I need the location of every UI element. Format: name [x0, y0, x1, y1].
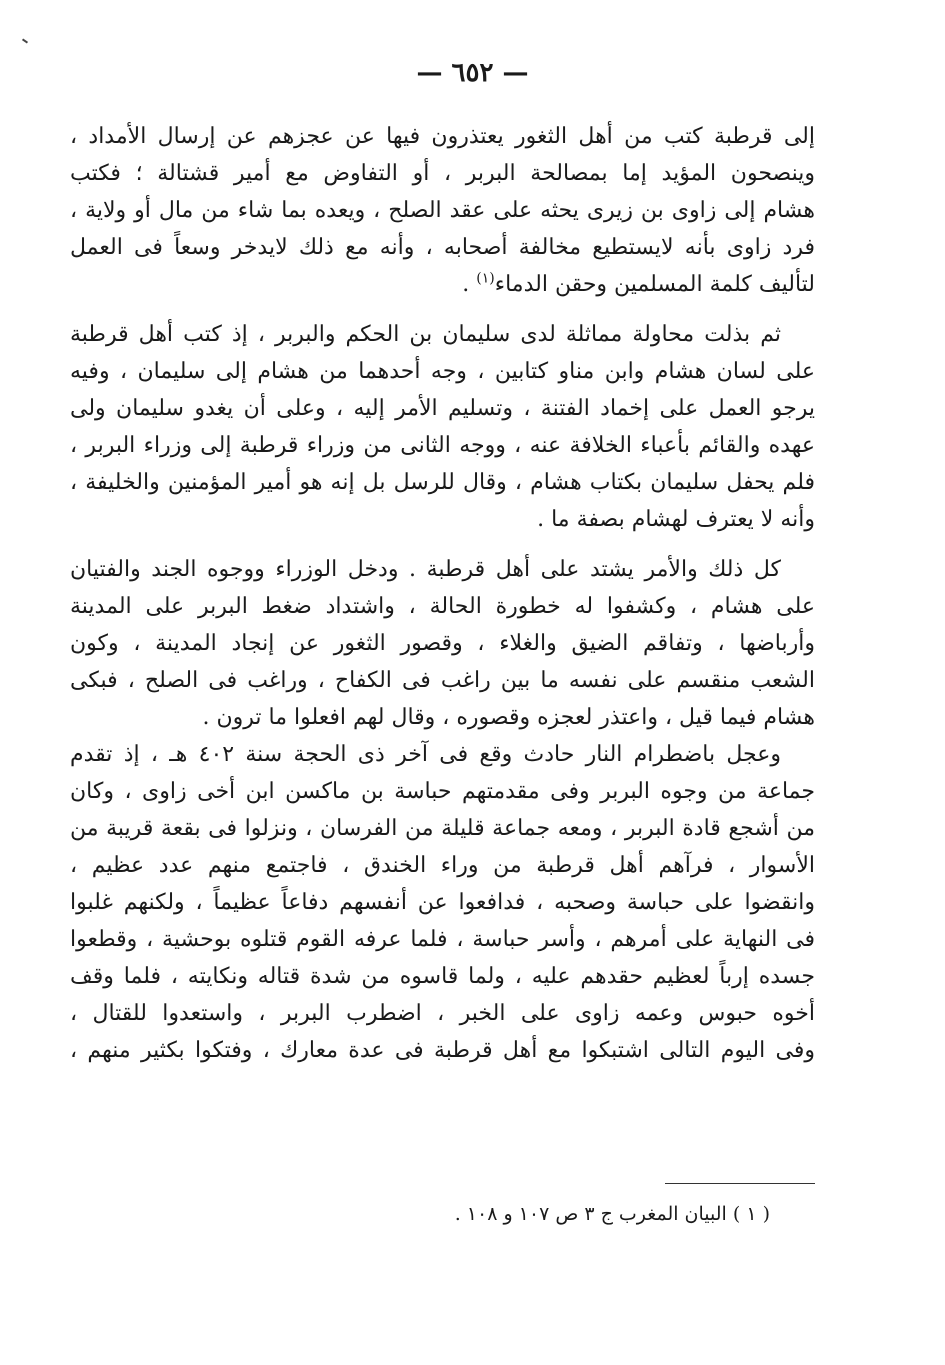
- footnote-divider: [665, 1183, 815, 1184]
- text-line: عهده والقائم بأعباء الخلافة عنه ، ووجه الثانى من وزراء قرطبة إلى وزراء البربر ،: [70, 433, 815, 458]
- text-line: فلم يحفل سليمان بكتاب هشام ، وقال للرسل بل إنه هو أمير المؤمنين والخليفة ،: [70, 470, 815, 495]
- text-line: الأسوار ، فرآهم أهل قرطبة من وراء الخندق ، فاجتمع منهم عدد عظيم ،: [70, 853, 815, 878]
- text-line: فى النهاية على أمرهم ، وأسر حباسة ، فلما عرفه القوم قتلوه بوحشية ، وقطعوا: [70, 927, 815, 952]
- text-line: كل ذلك والأمر يشتد على أهل قرطبة . ودخل الوزراء ووجوه الجند والفتيان: [70, 557, 781, 582]
- text-line: [70, 266, 815, 303]
- main-text: [70, 118, 815, 1069]
- text-line: ثم بذلت محاولة مماثلة لدى سليمان بن الحكم والبربر ، إذ كتب أهل قرطبة: [70, 322, 781, 347]
- text-line: إلى قرطبة كتب من أهل الثغور يعتذرون فيها عن عجزهم عن إرسال الأمداد ،: [70, 124, 815, 149]
- footnote-reference[interactable]: (١): [476, 270, 495, 287]
- footnote: ( ١ ) البيان المغرب ج ٣ ص ١٠٧ و ١٠٨ .: [454, 1203, 770, 1225]
- text-line: على لسان هشام وابن مناو كتابين ، وجه أحدهما من هشام إلى سليمان ، وفيه: [70, 359, 815, 384]
- text-line: وانقضوا على حباسة وصحبه ، فدافعوا عن أنفسهم دفاعاً عظيماً ، ولكنهم غلبوا: [70, 890, 815, 915]
- text-line: وأنه لا يعترف لهشام بصفة ما .: [537, 507, 815, 532]
- text-segment: لتأليف كلمة المسلمين وحقن الدماء: [494, 272, 815, 297]
- text-line: هشام إلى زاوى بن زيرى يحثه على عقد الصلح ، ويعده بما شاء من مال أو ولاية ،: [70, 198, 815, 223]
- paragraph-4: [70, 736, 815, 1069]
- text-line: جماعة من وجوه البربر وفى مقدمتهم حباسة بن ماكسن ابن أخى زاوى ، وكان: [70, 779, 815, 804]
- text-line: وفى اليوم التالى اشتبكوا مع أهل قرطبة فى عدة معارك ، وفتكوا بكثير منهم ،: [70, 1038, 815, 1063]
- text-segment: .: [462, 272, 477, 297]
- page-number: — ٦٥٢ —: [416, 58, 529, 88]
- text-line: هشام فيما قيل ، واعتذر لعجزه وقصوره ، وقال لهم افعلوا ما ترون .: [202, 705, 815, 730]
- text-line: الشعب منقسم على نفسه ما بين راغب فى الكفاح ، وراغب فى الصلح ، فبكى: [70, 668, 815, 693]
- text-line: فرد زاوى بأنه لايستطيع مخالفة أصحابه ، وأنه مع ذلك لايدخر وسعاً فى العمل: [70, 235, 815, 260]
- paragraph-3: [70, 551, 815, 736]
- text-line: وعجل باضطرام النار حادث وقع فى آخر ذى الحجة سنة ٤٠٢ هـ ، إذ تقدم: [70, 742, 782, 767]
- text-line: أخوه حبوس وعمه زاوى على الخبر ، اضطرب البربر ، واستعدوا للقتال ،: [70, 1001, 815, 1026]
- text-line: يرجو العمل على إخماد الفتنة ، وتسليم الأمر إليه ، وعلى أن يغدو سليمان ولى: [70, 396, 815, 421]
- text-line: وأرباضها ، وتفاقم الضيق والغلاء ، وقصور الثغور عن إنجاد المدينة ، وكون: [70, 631, 815, 656]
- text-line: وينصحون المؤيد إما بمصالحة البربر ، أو التفاوض مع أمير قشتالة ؛ فكتب: [70, 161, 815, 186]
- page-edge-mark: [22, 38, 28, 43]
- paragraph-1: [70, 118, 815, 303]
- text-line: من أشجع قادة البربر ، ومعه جماعة قليلة من الفرسان ، ونزلوا فى بقعة قريبة من: [70, 816, 815, 841]
- text-line: جسده إرباً لعظيم حقدهم عليه ، ولما قاسوه من شدة قتاله ونكايته ، فلما وقف: [70, 964, 815, 989]
- paragraph-2: [70, 316, 815, 538]
- text-line: على هشام ، وكشفوا له خطورة الحالة ، واشتداد ضغط البربر على المدينة: [70, 594, 815, 619]
